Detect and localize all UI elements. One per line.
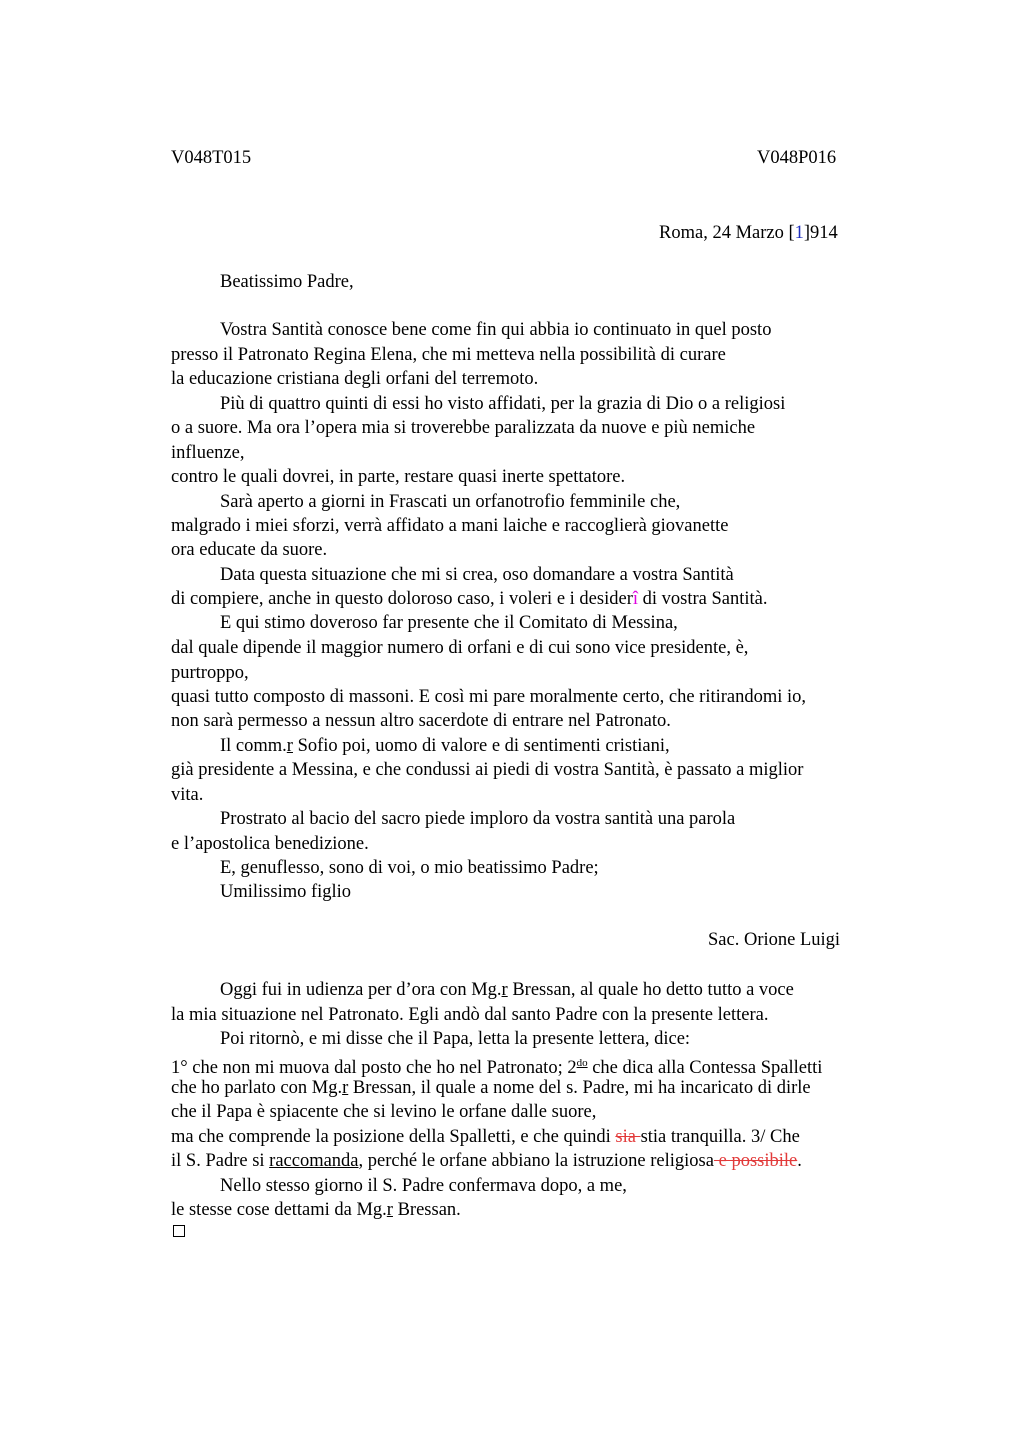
abbreviation-superscript: r — [386, 1200, 393, 1220]
signature: Sac. Orione Luigi — [708, 930, 841, 950]
postscript-line: la mia situazione nel Patronato. Egli andò dal santo Padre con la presente lettera. — [171, 1005, 769, 1025]
postscript-text: che dica alla Contessa Spalletti — [587, 1058, 823, 1078]
postscript-text: , perché le orfane abbiano la istruzione religiosa — [358, 1151, 714, 1171]
postscript-text: Bressan. — [392, 1200, 461, 1220]
abbreviation-superscript: r — [342, 1078, 349, 1098]
body-text: Il comm. — [220, 736, 287, 756]
postscript-text: le stesse cose dettami da Mg. — [171, 1200, 387, 1220]
postscript-line — [220, 978, 794, 1002]
postscript-line: Poi ritornò, e mi disse che il Papa, letta la presente lettera, dice: — [220, 1029, 691, 1049]
body-line: o a suore. Ma ora l’opera mia si troverebbe paralizzata da nuove e più nemiche — [171, 418, 756, 438]
postscript-line: che il Papa è spiacente che si levino le orfane dalle suore, — [171, 1102, 597, 1122]
postscript-text: stia tranquilla. 3/ Che — [640, 1127, 800, 1147]
postscript-text: ma che comprende la posizione della Spalletti, e che quindi — [171, 1127, 616, 1147]
document-code-left: V048T015 — [171, 148, 252, 168]
abbreviation-superscript: r — [286, 736, 293, 756]
body-text: di vostra Santità. — [638, 589, 768, 609]
dateline-year: ]914 — [803, 223, 838, 243]
body-line: Data questa situazione che mi si crea, oso domandare a vostra Santità — [220, 565, 734, 585]
editorial-mark: î — [632, 589, 638, 609]
body-line: Vostra Santità conosce bene come fin qui abbia io continuato in quel posto — [220, 320, 772, 340]
body-line: malgrado i miei sforzi, verrà affidato a mani laiche e raccoglierà giovanette — [171, 516, 729, 536]
postscript-text: Bressan, al quale ho detto tutto a voce — [507, 980, 794, 1000]
ordinal-superscript: do — [576, 1057, 588, 1069]
postscript-line — [171, 1149, 802, 1173]
body-line: E qui stimo doveroso far presente che il Comitato di Messina, — [220, 613, 678, 633]
body-line: influenze, — [171, 443, 245, 463]
dateline-text: Roma, 24 Marzo [ — [659, 223, 795, 243]
salutation: Beatissimo Padre, — [220, 272, 354, 292]
body-line: dal quale dipende il maggior numero di orfani e di cui sono vice presidente, è, — [171, 638, 749, 658]
struck-text: sia — [615, 1127, 641, 1147]
dateline — [659, 221, 838, 245]
dateline-editorial-digit: 1 — [794, 223, 804, 243]
struck-text: e possibile — [713, 1151, 798, 1171]
postscript-line — [171, 1076, 811, 1100]
abbreviation-superscript: r — [501, 980, 508, 1000]
body-line: contro le quali dovrei, in parte, restare quasi inerte spettatore. — [171, 467, 626, 487]
postscript-line — [171, 1198, 461, 1222]
body-line: purtroppo, — [171, 663, 249, 683]
end-of-document-box — [173, 1225, 185, 1237]
body-line: Più di quattro quinti di essi ho visto affidati, per la grazia di Dio o a religiosi — [220, 394, 786, 414]
body-line: quasi tutto composto di massoni. E così mi pare moralmente certo, che ritirandomi io, — [171, 687, 807, 707]
postscript-text: . — [797, 1151, 802, 1171]
body-line — [171, 587, 767, 611]
body-line: non sarà permesso a nessun altro sacerdote di entrare nel Patronato. — [171, 711, 671, 731]
closing-line: E, genuflesso, sono di voi, o mio beatissimo Padre; — [220, 858, 599, 878]
body-line — [220, 734, 670, 758]
postscript-text: che ho parlato con Mg. — [171, 1078, 343, 1098]
postscript-text: Oggi fui in udienza per d’ora con Mg. — [220, 980, 502, 1000]
closing-line: Umilissimo figlio — [220, 882, 352, 902]
body-line: e l’apostolica benedizione. — [171, 834, 369, 854]
postscript-text: il S. Padre si — [171, 1151, 270, 1171]
body-line: Prostrato al bacio del sacro piede imploro da vostra santità una parola — [220, 809, 736, 829]
postscript-text: Bressan, il quale a nome del s. Padre, mi ha incaricato di dirle — [348, 1078, 811, 1098]
body-line: ora educate da suore. — [171, 540, 328, 560]
body-text: di compiere, anche in questo doloroso caso, i voleri e i desider — [171, 589, 633, 609]
postscript-text: 1° che non mi muova dal posto che ho nel Patronato; 2 — [171, 1058, 577, 1078]
postscript-line — [171, 1125, 800, 1149]
body-line: già presidente a Messina, e che condussi ai piedi di vostra Santità, è passato a miglior — [171, 760, 804, 780]
document-code-right: V048P016 — [757, 148, 837, 168]
body-line: presso il Patronato Regina Elena, che mi metteva nella possibilità di curare — [171, 345, 726, 365]
body-text: Sofio poi, uomo di valore e di sentimenti cristiani, — [292, 736, 670, 756]
postscript-line: Nello stesso giorno il S. Padre confermava dopo, a me, — [220, 1176, 627, 1196]
body-line: la educazione cristiana degli orfani del terremoto. — [171, 369, 539, 389]
body-line: vita. — [171, 785, 204, 805]
body-line: Sarà aperto a giorni in Frascati un orfanotrofio femminile che, — [220, 492, 681, 512]
underlined-word: raccomanda — [269, 1151, 359, 1171]
